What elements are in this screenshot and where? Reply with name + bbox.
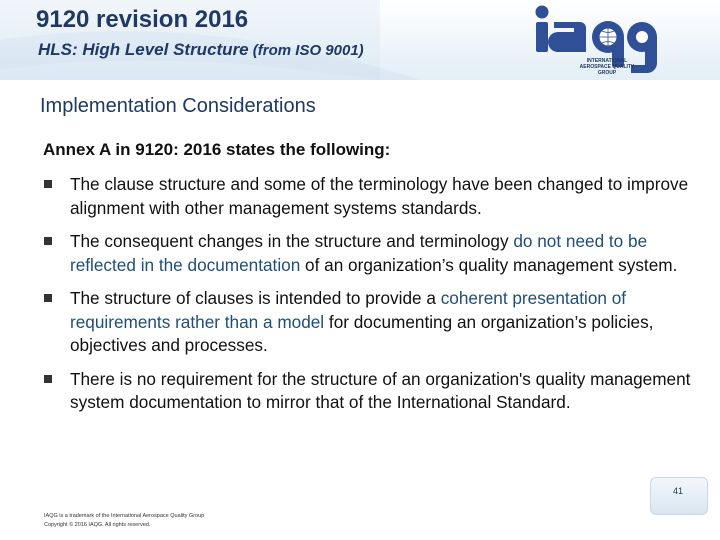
bullet-item <box>44 368 698 415</box>
subtitle-note: (from ISO 9001) <box>248 42 364 59</box>
square-bullet-icon <box>44 180 52 188</box>
bullet-text: The consequent changes in the structure and terminology <box>70 231 514 251</box>
copyright-footer <box>44 512 204 530</box>
bullet-text: There is no requirement for the structure of an organization's quality management system documentation to mirror that of the International Standard. <box>70 368 691 412</box>
iaqg-logo-counter <box>636 31 648 43</box>
bullet-text: The structure of clauses is intended to provide a <box>70 288 441 308</box>
bullet-text: for documenting an organization’s policies, objectives and processes. <box>70 311 654 355</box>
square-bullet-icon <box>44 375 52 383</box>
bullet-item <box>44 173 698 220</box>
footer-copyright: Copyright © 2016 IAQG. All rights reserved. <box>44 522 151 528</box>
bullet-highlight: do not need to be reflected in the documentation <box>70 231 648 275</box>
section-heading: Implementation Considerations <box>40 95 316 117</box>
logo-tagline: INTERNATIONAL AEROSPACE QUALITY GROUP <box>579 58 635 76</box>
globe-icon <box>599 28 617 46</box>
footer-trademark: IAQG is a trademark of the International Aerospace Quality Group <box>44 513 205 519</box>
bullet-highlight: coherent presentation of requirements rather than a model <box>70 288 627 332</box>
bullet-item <box>44 287 698 358</box>
bullet-text: The clause structure and some of the terminology have been changed to improve alignment with other management systems standards. <box>70 174 689 218</box>
page-number: 41 <box>672 486 683 496</box>
slide-subtitle <box>38 40 364 60</box>
page-number-box <box>650 477 708 515</box>
subtitle-main: HLS: High Level Structure <box>38 40 249 59</box>
bullet-item <box>44 230 698 277</box>
bullet-text: of an organization’s quality management system. <box>300 254 678 275</box>
bullet-list <box>44 173 698 425</box>
slide-title: 9120 revision 2016 <box>36 6 249 33</box>
intro-text: Annex A in 9120: 2016 states the following: <box>43 140 391 159</box>
square-bullet-icon <box>44 294 52 302</box>
square-bullet-icon <box>44 237 52 245</box>
